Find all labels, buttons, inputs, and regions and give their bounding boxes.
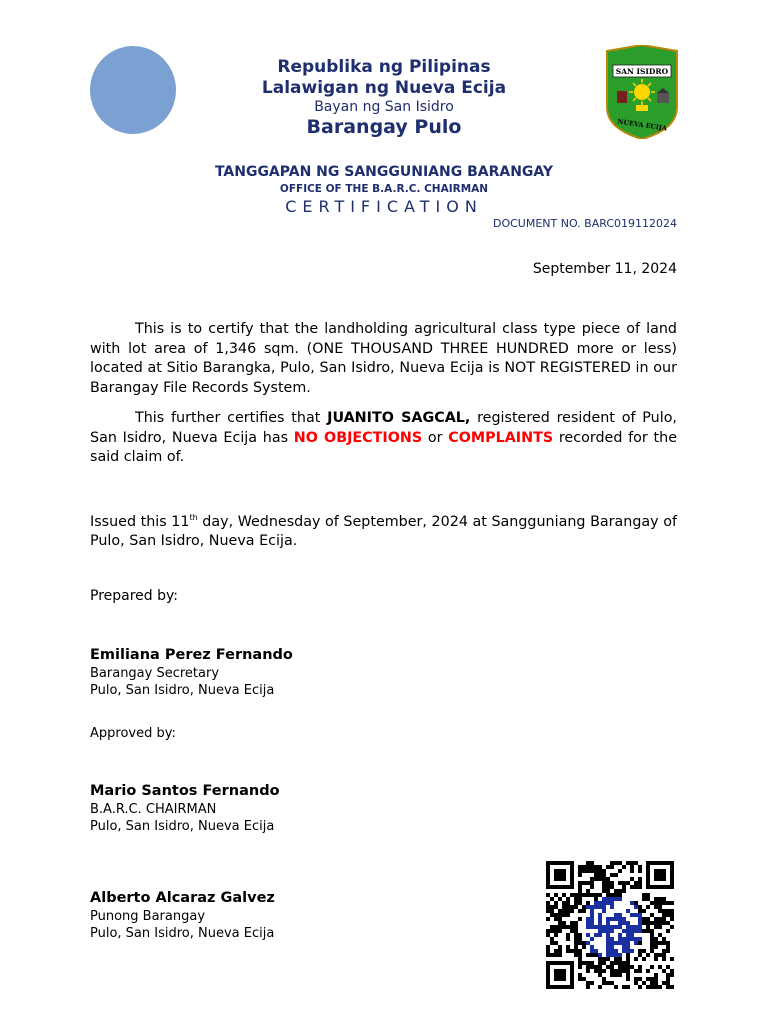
header-barangay: Barangay Pulo xyxy=(306,116,462,138)
document-number: DOCUMENT NO. BARC019112024 xyxy=(492,217,677,230)
signatory-name: Mario Santos Fernando xyxy=(90,783,280,799)
approved-by-label: Approved by: xyxy=(90,726,176,741)
document-date: September 11, 2024 xyxy=(532,261,677,277)
signatory-title: B.A.R.C. CHAIRMAN xyxy=(90,802,217,817)
signatory-name: Emiliana Perez Fernando xyxy=(90,647,293,663)
signatory-name: Alberto Alcaraz Galvez xyxy=(90,890,275,906)
seal-bottom-text: NUEVA ECIJA xyxy=(617,117,668,133)
document-title: CERTIFICATION xyxy=(285,197,483,216)
office-title: TANGGAPAN NG SANGGUNIANG BARANGAY xyxy=(214,164,554,180)
certification-paragraph-2: This further certifies that JUANITO SAGCAL, registered resident of Pulo, San Isidro, Nueva Ecija has NO OBJECTIONS or COMPLAINTS recorded for the said claim of. xyxy=(90,410,677,465)
signatory-title: Punong Barangay xyxy=(90,909,206,924)
qr-code xyxy=(546,861,674,991)
header-province: Lalawigan ng Nueva Ecija xyxy=(261,78,507,98)
signatory-title: Barangay Secretary xyxy=(90,666,220,681)
complaints-text: COMPLAINTS xyxy=(448,429,554,446)
header-municipality: Bayan ng San Isidro xyxy=(314,99,454,115)
signatory-address: Pulo, San Isidro, Nueva Ecija xyxy=(90,819,275,834)
header-country: Republika ng Pilipinas xyxy=(277,57,491,77)
no-objections-text: NO OBJECTIONS xyxy=(293,429,423,446)
seal-top-text: SAN ISIDRO xyxy=(615,67,669,76)
prepared-by-label: Prepared by: xyxy=(90,588,178,604)
signatory-address: Pulo, San Isidro, Nueva Ecija xyxy=(90,926,275,941)
issued-paragraph: Issued this 11th day, Wednesday of September, 2024 at Sangguniang Barangay of Pulo, San Isidro, Nueva Ecija. xyxy=(90,513,677,550)
resident-name: JUANITO SAGCAL, xyxy=(327,410,471,426)
certification-paragraph-1: This is to certify that the landholding agricultural class type piece of land with lot area of 1,346 sqm. (ONE THOUSAND THREE HUNDRED more or less) located at Sitio Barangka, Pulo, San Isidro, Nueva Ecija is NOT REGISTERED in our Barangay File Records System. xyxy=(90,321,677,396)
office-subtitle: OFFICE OF THE B.A.R.C. CHAIRMAN xyxy=(279,183,489,195)
signatory-address: Pulo, San Isidro, Nueva Ecija xyxy=(90,683,275,698)
